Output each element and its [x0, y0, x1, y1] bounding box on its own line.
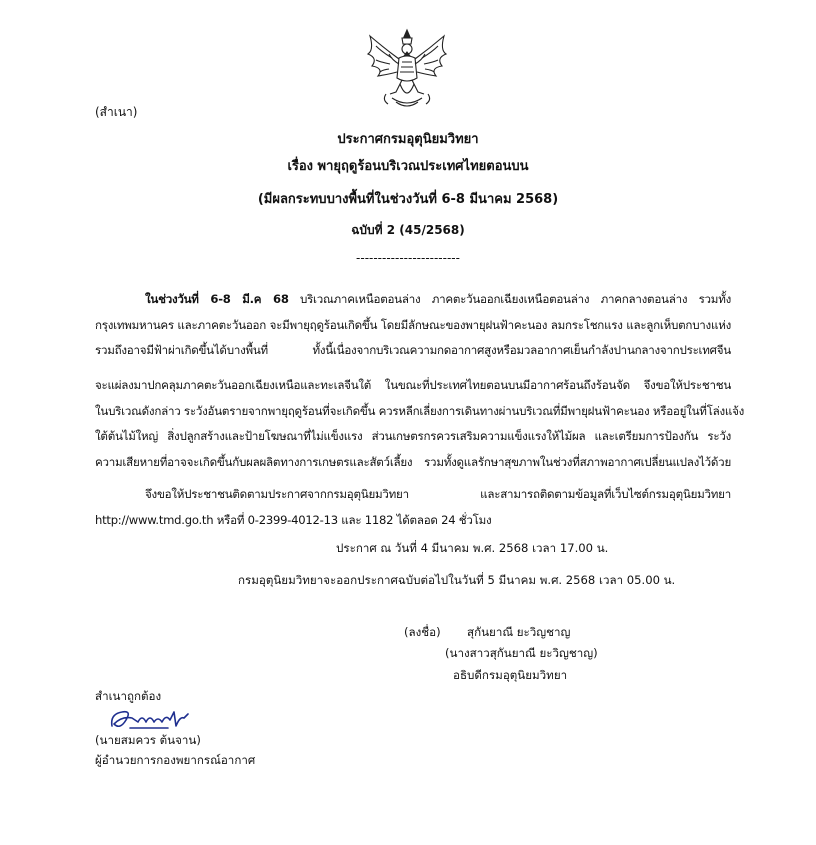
signatory-title: อธิบดีกรมอุตุนิยมวิทยา [453, 668, 568, 682]
page-title: ประกาศกรมอุตุนิยมวิทยา [337, 132, 479, 147]
paragraph-1-lead: ในช่วงวันที่ 6-8 มี.ค 68 [145, 292, 289, 306]
signatory-name: สุกันยาณี ยะวิญชาญ [467, 625, 571, 639]
announcement-subject: เรื่อง พายุฤดูร้อนบริเวณประเทศไทยตอนบน [287, 159, 529, 174]
effect-period: (มีผลกระทบบางพื้นที่ในช่วงวันที่ 6-8 มีนาคม 2568) [257, 192, 559, 207]
paragraph-2-line-1: จึงขอให้ประชาชนติดตามประกาศจากกรมอุตุนิยมวิทยา และสามารถติดตามข้อมูลที่เว็บไซต์กรมอุตุนิยมวิทยา [145, 487, 731, 501]
announcement-date: ประกาศ ณ วันที่ 4 มีนาคม พ.ศ. 2568 เวลา 17.00 น. [336, 541, 609, 555]
garuda-emblem-icon [362, 28, 452, 112]
paragraph-1-line-1: ในช่วงวันที่ 6-8 มี.ค 68 บริเวณภาคเหนือตอนล่าง ภาคตะวันออกเฉียงเหนือตอนล่าง ภาคกลางตอนล่าง รวมทั้ง [145, 292, 731, 306]
paragraph-1-line-7: ความเสียหายที่อาจจะเกิดขึ้นกับผลผลิตทางการเกษตรและสัตว์เลี้ยง รวมทั้งดูแลรักษาสุขภาพในช่วงที่สภาพอากาศเปลี่ยนแปลงไว้ด้วย [95, 455, 731, 469]
handwritten-signature [108, 704, 190, 734]
certified-copy-label: สำเนาถูกต้อง [95, 689, 162, 703]
certifier-position: ผู้อำนวยการกองพยากรณ์อากาศ [95, 753, 256, 767]
next-issue-notice: กรมอุตุนิยมวิทยาจะออกประกาศฉบับต่อไปในวันที่ 5 มีนาคม พ.ศ. 2568 เวลา 05.00 น. [238, 573, 676, 587]
issue-number: ฉบับที่ 2 (45/2568) [351, 223, 465, 237]
certifier-name: (นายสมควร ต้นจาน) [95, 733, 201, 747]
paragraph-1-line-6: ใต้ต้นไม้ใหญ่ สิ่งปลูกสร้างและป้ายโฆษณาที่ไม่แข็งแรง ส่วนเกษตรกรควรเสริมความแข็งแรงให้ไม้ผล และเตรียมการป้องกัน ระวัง [95, 429, 731, 443]
paragraph-2-line-2: http://www.tmd.go.th หรือที่ 0-2399-4012-13 และ 1182 ได้ตลอด 24 ชั่วโมง [95, 513, 492, 527]
signatory-full-name: (นางสาวสุกันยาณี ยะวิญชาญ) [445, 646, 598, 660]
paragraph-1-line-3: รวมถึงอาจมีฟ้าผ่าเกิดขึ้นได้บางพื้นที่ ทั้งนี้เนื่องจากบริเวณความกดอากาศสูงหรือมวลอากาศเย็นกำลังปานกลางจากประเทศจีน [95, 343, 731, 357]
signed-label: (ลงชื่อ) [404, 625, 441, 639]
paragraph-1-line-5: ในบริเวณดังกล่าว ระวังอันตรายจากพายุฤดูร้อนที่จะเกิดขึ้น ควรหลีกเลี่ยงการเดินทางผ่านบริเวณที่มีพายุฝนฟ้าคะนอง หรืออยู่ในที่โล่งแจ้ง [95, 404, 745, 418]
header-divider: ------------------------ [356, 251, 460, 265]
paragraph-1-line-4: จะแผ่ลงมาปกคลุมภาคตะวันออกเฉียงเหนือและทะเลจีนใต้ ในขณะที่ประเทศไทยตอนบนมีอากาศร้อนถึงร้อนจัด จึงขอให้ประชาชน [95, 378, 731, 392]
copy-mark: (สำเนา) [95, 105, 138, 119]
paragraph-1-line-2: กรุงเทพมหานคร และภาคตะวันออก จะมีพายุฤดูร้อนเกิดขึ้น โดยมีลักษณะของพายุฝนฟ้าคะนอง ลมกระโชกแรง และลูกเห็บตกบางแห่ง [95, 318, 731, 332]
